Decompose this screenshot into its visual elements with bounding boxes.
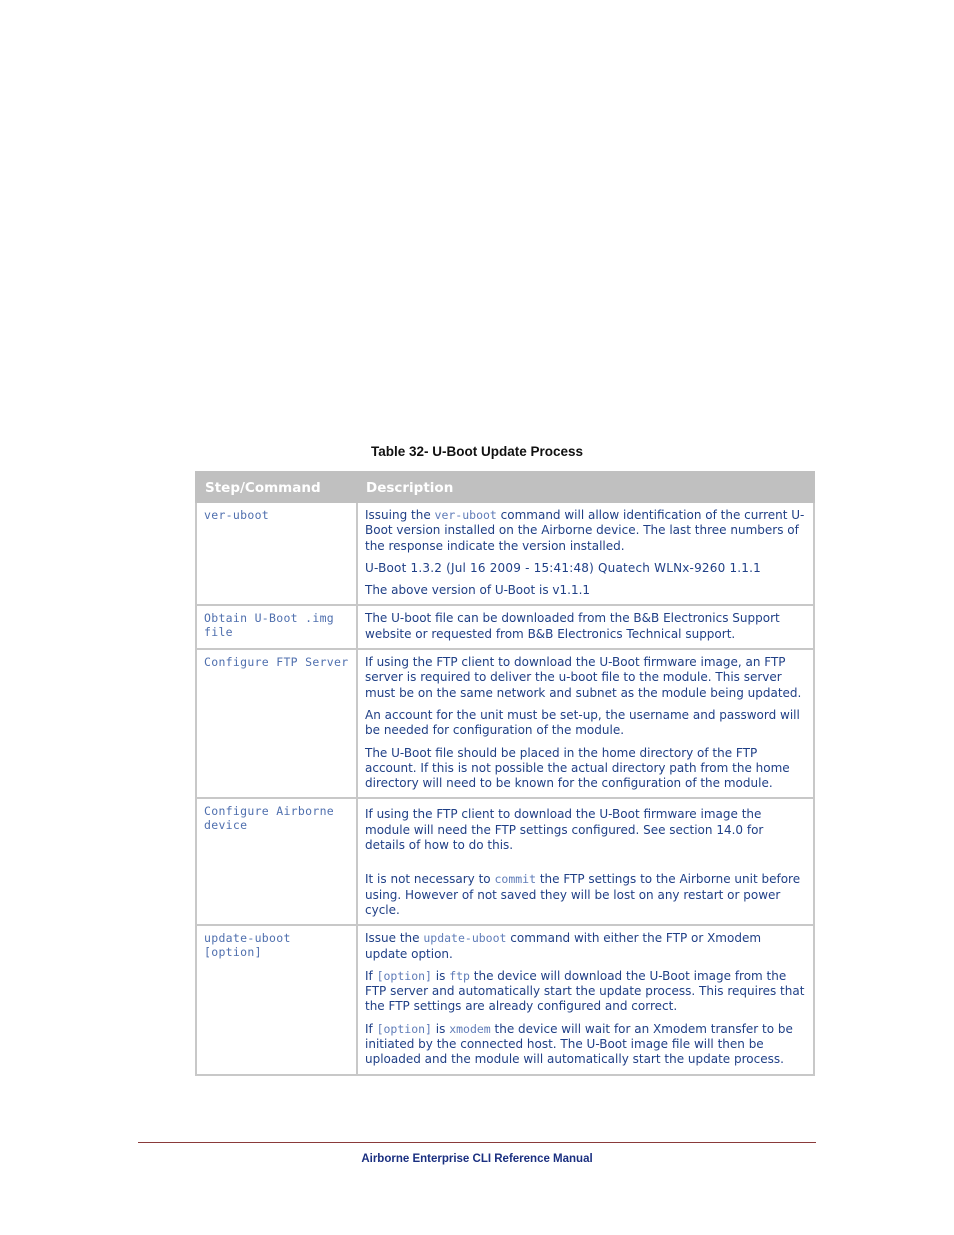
inline-code: update-uboot — [423, 931, 507, 946]
description-paragraph: If using the FTP client to download the U-Boot firmware image, an FTP server is required to deliver the u-boot file to the module. This server must be on the same network and subnet as the module being updated. — [365, 655, 802, 700]
description-paragraph: The above version of U-Boot is v1.1.1 — [365, 583, 591, 598]
text-run: It is not necessary to — [365, 872, 495, 887]
description-paragraph — [365, 508, 806, 554]
description-paragraph — [365, 969, 806, 1015]
table-row — [196, 605, 814, 649]
step-command: ver-uboot — [196, 502, 357, 605]
inline-code: [option] — [376, 968, 432, 983]
step-command: Configure FTP Server — [196, 649, 357, 798]
sample-output: U-Boot 1.3.2 (Jul 16 2009 - 15:41:48) Quatech WLNx-9260 1.1.1 — [365, 560, 761, 575]
inline-code: ftp — [449, 968, 470, 983]
text-run: the device will wait for an Xmodem transfer to be initiated by the connected host. The U-Boot image file will then be uploaded and the module will automatically start the update process. — [365, 1021, 793, 1067]
description-paragraph — [365, 931, 806, 962]
step-command: update-uboot [option] — [196, 925, 357, 1074]
description-paragraph: An account for the unit must be set-up, the username and password will be needed for configuration of the module. — [365, 707, 800, 738]
text-run: is — [431, 1021, 450, 1036]
step-description — [357, 605, 814, 649]
table-row — [196, 798, 814, 925]
table-row — [196, 649, 814, 798]
text-run: the device will download the U-Boot image from the FTP server and automatically start the update process. This requires that the FTP settings are already configured and correct. — [365, 968, 805, 1014]
step-description — [357, 798, 814, 925]
step-description — [357, 649, 814, 798]
step-description — [357, 502, 814, 605]
text-run: If — [365, 968, 377, 983]
text-run: If — [365, 1021, 377, 1036]
description-paragraph: The U-Boot file should be placed in the home directory of the FTP account. If this is not possible the actual directory path from the home directory will need to be known for the configuration of the module. — [365, 745, 790, 791]
footer-title: Airborne Enterprise CLI Reference Manual — [361, 1153, 593, 1165]
description-paragraph — [365, 872, 806, 918]
text-run: command with either the FTP or Xmodem update option. — [365, 931, 762, 961]
table-header-row — [196, 472, 814, 502]
text-run: the FTP settings to the Airborne unit before using. However of not saved they will be lost on any restart or power cycle. — [365, 872, 801, 917]
description-paragraph — [365, 1022, 806, 1068]
table-caption: Table 32- U-Boot Update Process — [370, 444, 584, 459]
table-row — [196, 502, 814, 605]
inline-code: xmodem — [449, 1021, 491, 1036]
description-paragraph: The U-boot file can be downloaded from the B&B Electronics Support website or requested from B&B Electronics Technical support. — [365, 611, 780, 641]
uboot-update-table — [195, 471, 815, 1076]
inline-code: ver-uboot — [434, 508, 497, 522]
text-run: command will allow identification of the current U-Boot version installed on the Airborne device. The last three numbers of the response indicate the version installed. — [365, 508, 805, 553]
description-paragraph: If using the FTP client to download the U-Boot firmware image the module will need the FTP settings configured. See section 14.0 for details of how to do this. — [365, 807, 764, 853]
text-run: Issuing the — [365, 508, 435, 522]
header-description: Description — [357, 472, 814, 502]
inline-code: [option] — [376, 1021, 432, 1036]
header-step-command: Step/Command — [196, 472, 357, 502]
inline-code: commit — [494, 872, 537, 887]
text-run: Issue the — [365, 931, 424, 946]
text-run: is — [431, 968, 450, 983]
step-description — [357, 925, 814, 1074]
footer-divider — [138, 1142, 816, 1143]
step-command: Configure Airborne device — [196, 798, 357, 925]
step-command: Obtain U-Boot .img file — [196, 605, 357, 649]
table-row — [196, 925, 814, 1074]
